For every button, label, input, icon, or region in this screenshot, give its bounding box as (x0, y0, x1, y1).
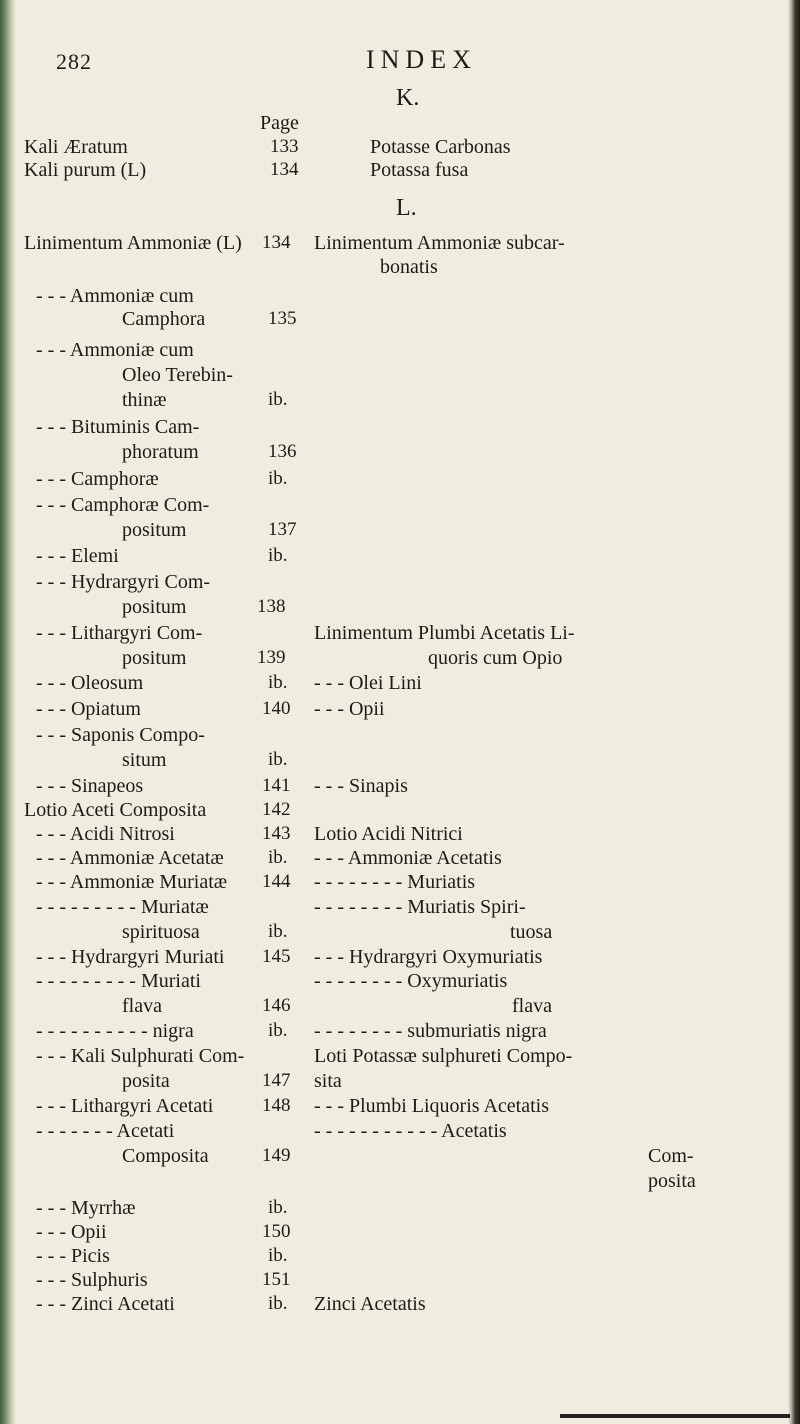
entry-left: - - - - - - - - - - nigra (36, 1020, 194, 1042)
entry-page: ib. (268, 921, 288, 942)
entry-left: Oleo Terebin- (122, 364, 233, 386)
entry-right: Com- (648, 1145, 694, 1167)
entry-page: 149 (262, 1145, 291, 1166)
entry-left: Kali Æratum (24, 136, 128, 158)
entry-page: ib. (268, 545, 288, 566)
entry-left: - - - Kali Sulphurati Com- (36, 1045, 245, 1067)
entry-page: 151 (262, 1269, 291, 1290)
entry-left: - - - Lithargyri Com- (36, 622, 203, 644)
entry-right: - - - Hydrargyri Oxymuriatis (314, 946, 543, 968)
entry-right: bonatis (380, 256, 438, 278)
entry-left: - - - Ammoniæ Acetatæ (36, 847, 224, 869)
entry-left: - - - Picis (36, 1245, 110, 1267)
entry-page: 148 (262, 1095, 291, 1116)
entry-left: - - - - - - - - - Muriati (36, 970, 201, 992)
entry-right: - - - - - - - - - - - Acetatis (314, 1120, 507, 1142)
entry-right: - - - - - - - - submuriatis nigra (314, 1020, 547, 1042)
entry-right: - - - - - - - - Muriatis Spiri- (314, 896, 526, 918)
entry-page: ib. (268, 847, 288, 868)
entry-page: ib. (268, 1020, 288, 1041)
entry-right: Potassa fusa (370, 159, 469, 181)
section-letter-l: L. (396, 195, 417, 221)
entry-right: tuosa (510, 921, 553, 943)
entry-page: 142 (262, 799, 291, 820)
entry-right: - - - Plumbi Liquoris Acetatis (314, 1095, 549, 1117)
entry-left: Composita (122, 1145, 209, 1167)
entry-page: 134 (270, 159, 299, 180)
entry-right: Linimentum Plumbi Acetatis Li- (314, 622, 575, 644)
entry-left: - - - Hydrargyri Muriati (36, 946, 225, 968)
entry-page: 133 (270, 136, 299, 157)
entry-right: - - - Ammoniæ Acetatis (314, 847, 502, 869)
page-bottom-rule (560, 1414, 790, 1418)
entry-left: spirituosa (122, 921, 200, 943)
entry-left: - - - Ammoniæ cum (36, 285, 194, 307)
entry-left: situm (122, 749, 167, 771)
entry-left: Lotio Aceti Composita (24, 799, 207, 821)
entry-page: 137 (268, 519, 297, 540)
page-title: INDEX (366, 45, 477, 74)
entry-right: - - - Olei Lini (314, 672, 422, 694)
entry-page: ib. (268, 749, 288, 770)
entry-page: ib. (268, 672, 288, 693)
entry-page: ib. (268, 389, 288, 410)
entry-page: 150 (262, 1221, 291, 1242)
page-number: 282 (56, 49, 92, 74)
entry-left: - - - Sulphuris (36, 1269, 148, 1291)
entry-left: positum (122, 596, 187, 618)
entry-left: - - - - - - - - - Muriatæ (36, 896, 209, 918)
entry-page: ib. (268, 468, 288, 489)
entry-left: phoratum (122, 441, 199, 463)
entry-right: Lotio Acidi Nitrici (314, 823, 463, 845)
entry-right: - - - Sinapis (314, 775, 408, 797)
entry-left: - - - Oleosum (36, 672, 144, 694)
entry-page: 144 (262, 871, 291, 892)
entry-left: - - - Camphoræ Com- (36, 494, 210, 516)
entry-page: ib. (268, 1197, 288, 1218)
entry-right: - - - - - - - - Oxymuriatis (314, 970, 508, 992)
entry-left: - - - - - - - Acetati (36, 1120, 175, 1142)
entry-page: 140 (262, 698, 291, 719)
entry-right: Loti Potassæ sulphureti Compo- (314, 1045, 573, 1067)
entry-left: - - - Elemi (36, 545, 119, 567)
entry-left: positum (122, 647, 187, 669)
entry-page: ib. (268, 1245, 288, 1266)
entry-page: 143 (262, 823, 291, 844)
entry-left: - - - Acidi Nitrosi (36, 823, 175, 845)
entry-right: posita (648, 1170, 696, 1192)
entry-left: - - - Opii (36, 1221, 107, 1243)
entry-left: - - - Ammoniæ cum (36, 339, 194, 361)
entry-left: - - - Hydrargyri Com- (36, 571, 211, 593)
entry-page: 135 (268, 308, 297, 329)
page-edge-right (788, 0, 800, 1424)
entry-left: thinæ (122, 389, 167, 411)
section-letter-k: K. (396, 85, 420, 111)
entry-right: Linimentum Ammoniæ subcar- (314, 232, 565, 254)
entry-left: - - - Sinapeos (36, 775, 144, 797)
entry-left: - - - Bituminis Cam- (36, 416, 200, 438)
entry-left: - - - Opiatum (36, 698, 141, 720)
entry-page: 134 (262, 232, 291, 253)
entry-left: - - - Zinci Acetati (36, 1293, 175, 1315)
entry-left: posita (122, 1070, 170, 1092)
entry-left: Linimentum Ammoniæ (L) (24, 232, 242, 254)
entry-page: ib. (268, 1293, 288, 1314)
entry-page: 138 (257, 596, 286, 617)
entry-right: Potasse Carbonas (370, 136, 511, 158)
entry-right: sita (314, 1070, 342, 1092)
entry-left: Kali purum (L) (24, 159, 147, 181)
entry-right: quoris cum Opio (428, 647, 563, 669)
entry-left: - - - Lithargyri Acetati (36, 1095, 214, 1117)
entry-left: - - - Myrrhæ (36, 1197, 136, 1219)
entry-page: 147 (262, 1070, 291, 1091)
entry-left: - - - Camphoræ (36, 468, 159, 490)
entry-page: 141 (262, 775, 291, 796)
entry-page: 146 (262, 995, 291, 1016)
entry-left: positum (122, 519, 187, 541)
entry-left: - - - Ammoniæ Muriatæ (36, 871, 228, 893)
entry-right: flava (512, 995, 552, 1017)
entry-left: Camphora (122, 308, 206, 330)
entry-right: Zinci Acetatis (314, 1293, 426, 1315)
entry-page: 145 (262, 946, 291, 967)
entry-page: 139 (257, 647, 286, 668)
entry-right: - - - - - - - - Muriatis (314, 871, 476, 893)
entry-page: 136 (268, 441, 297, 462)
entry-right: - - - Opii (314, 698, 385, 720)
page-column-label: Page (260, 112, 299, 134)
entry-left: flava (122, 995, 162, 1017)
page-edge-left (0, 0, 16, 1424)
entry-left: - - - Saponis Compo- (36, 724, 205, 746)
